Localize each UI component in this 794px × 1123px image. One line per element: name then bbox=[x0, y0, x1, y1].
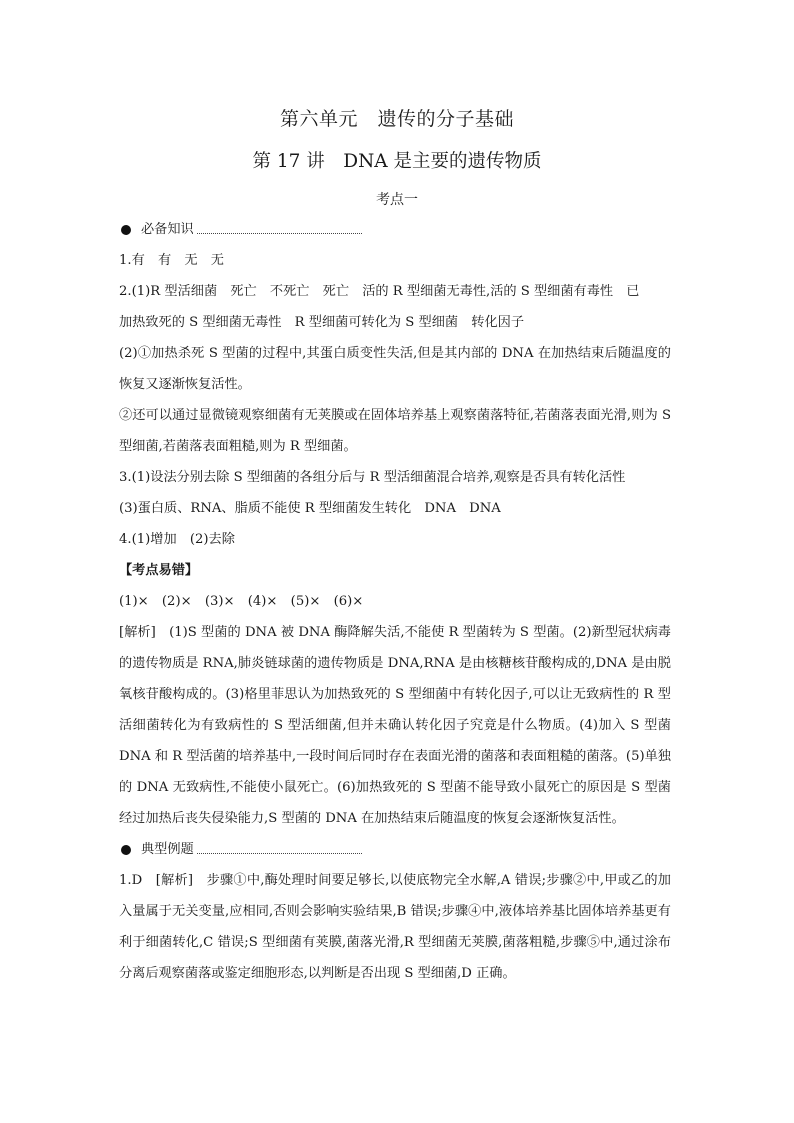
example-heading bbox=[119, 834, 671, 865]
mistakes-heading: 【考点易错】 bbox=[119, 563, 199, 578]
mistakes-analysis: [解析] (1)S 型菌的 DNA 被 DNA 酶降解失活,不能使 R 型菌转为 S 型菌。(2)新型冠状病毒的遗传物质是 RNA,肺炎链球菌的遗传物质是 DNA,RNA 是由核糖核苷酸构成的,DNA 是由脱氧核苷酸构成的。(3)格里菲思认为加热致死的 S 型细菌中有转化因子,可以让无致病性的 R 型活细菌转化为有致病性的 S 型活细菌,但并未确认转化因子究竟是什么物质。(4)加入 S 型菌 DNA 和 R 型活菌的培养基中,一段时间后同时存在表面光滑的菌落和表面粗糙的菌落。(5)单独的 DNA 无致病性,不能使小鼠死亡。(6)加热致死的 S 型菌不能导致小鼠死亡的原因是 S 型菌经过加热后丧失侵染能力,S 型菌的 DNA 在加热结束后随温度的恢复会逐渐恢复活性。 bbox=[119, 625, 671, 826]
example-heading-label: 典型例题 bbox=[141, 842, 194, 857]
lecture-title: 第 17 讲 DNA 是主要的遗传物质 bbox=[252, 151, 542, 172]
example-answer-1: 1.D [解析] 步骤①中,酶处理时间要足够长,以使底物完全水解,A 错误;步骤②中,甲或乙的加入量属于无关变量,应相同,否则会影响实验结果,B 错误;步骤④中,液体培养基比固体培养基更有利于细菌转化,C 错误;S 型细菌有荚膜,菌落光滑,R 型细菌无荚膜,菌落粗糙,步骤⑤中,通过涂布分离后观察菌落或鉴定细胞形态,以判断是否出现 S 型细菌,D 正确。 bbox=[119, 873, 671, 981]
answer-line-4: 4.(1)增加 (2)去除 bbox=[119, 532, 235, 547]
answer-line-3b: (3)蛋白质、RNA、脂质不能使 R 型细菌发生转化 DNA DNA bbox=[119, 501, 501, 516]
answer-line-1: 1.有 有 无 无 bbox=[119, 253, 224, 268]
answer-para-2-2: (2)①加热杀死 S 型菌的过程中,其蛋白质变性失活,但是其内部的 DNA 在加热结束后随温度的恢复又逐渐恢复活性。 bbox=[119, 346, 671, 392]
mistakes-answers: (1)× (2)× (3)× (4)× (5)× (6)× bbox=[119, 594, 364, 609]
knowledge-heading bbox=[119, 214, 671, 245]
bullet-icon bbox=[121, 225, 131, 235]
dotted-leader bbox=[197, 852, 362, 854]
answer-para-2-3: ②还可以通过显微镜观察细菌有无荚膜或在固体培养基上观察菌落特征,若菌落表面光滑,则为 S 型细菌,若菌落表面粗糙,则为 R 型细菌。 bbox=[119, 408, 671, 454]
answer-line-3a: 3.(1)设法分别去除 S 型细菌的各组分后与 R 型活细菌混合培养,观察是否具有转化活性 bbox=[119, 470, 626, 485]
answer-line-2a: 2.(1)R 型活细菌 死亡 不死亡 死亡 活的 R 型细菌无毒性,活的 S 型细菌有毒性 已 bbox=[119, 284, 640, 299]
answer-content bbox=[119, 214, 671, 989]
answer-line-2b: 加热致死的 S 型细菌无毒性 R 型细菌可转化为 S 型细菌 转化因子 bbox=[119, 315, 525, 330]
point-label: 考点一 bbox=[376, 192, 418, 208]
unit-title: 第六单元 遗传的分子基础 bbox=[279, 108, 514, 130]
knowledge-heading-label: 必备知识 bbox=[141, 222, 194, 237]
dotted-leader bbox=[197, 232, 362, 234]
bullet-icon bbox=[121, 845, 131, 855]
